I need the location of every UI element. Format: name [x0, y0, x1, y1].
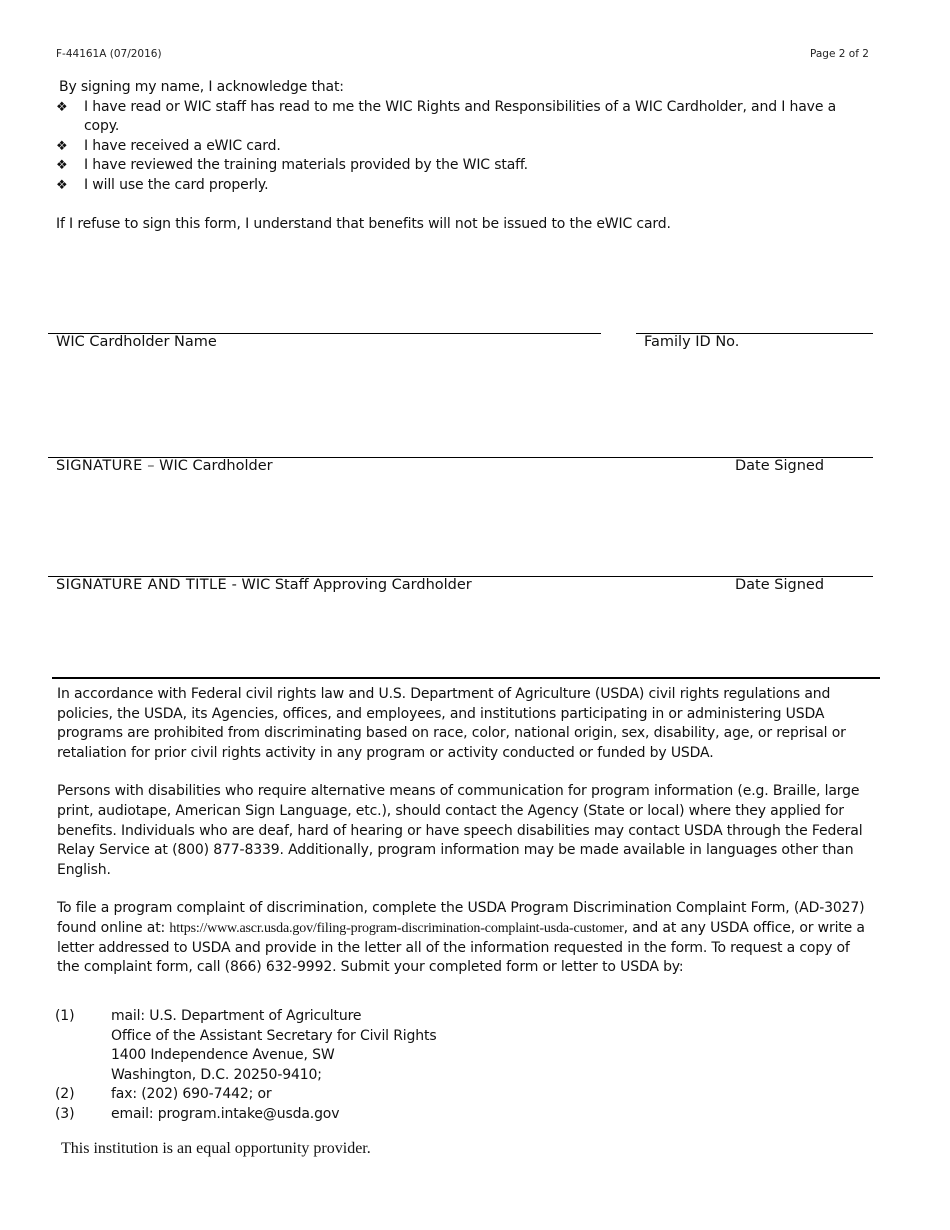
- mail-line: Office of the Assistant Secretary for Civil Rights: [111, 1027, 437, 1044]
- civil-rights-paragraph: In accordance with Federal civil rights law and U.S. Department of Agriculture (USDA) civil rights regulations and policies, the USDA, its Agencies, offices, and employees, and institutions participating in or administering USDA programs are prohibited from discriminating based on race, color, national origin, sex, disability, age, or reprisal or retaliation for prior civil rights activity in any program or activity conducted or funded by USDA.: [57, 686, 846, 761]
- list-item: ❖ I will use the card properly.: [56, 176, 856, 196]
- diamond-bullet-icon: ❖: [56, 158, 68, 174]
- list-item: [55, 1085, 875, 1105]
- list-item: [55, 1007, 875, 1085]
- family-id-label: Family ID No.: [644, 334, 740, 350]
- list-item: ❖ I have received a eWIC card.: [56, 137, 856, 157]
- list-item: ❖ I have read or WIC staff has read to me the WIC Rights and Responsibilities of a WIC Cardholder, and I have a copy.: [56, 98, 837, 135]
- mail-line: 1400 Independence Avenue, SW: [111, 1047, 335, 1064]
- diamond-bullet-icon: ❖: [56, 138, 68, 154]
- contact-list: [55, 1007, 875, 1125]
- diamond-bullet-icon: ❖: [56, 177, 68, 193]
- cardholder-name-label: WIC Cardholder Name: [56, 334, 217, 350]
- diamond-bullet-icon: ❖: [56, 99, 68, 115]
- acknowledgement-section: [56, 78, 856, 196]
- cardholder-signature-label: SIGNATURE – WIC Cardholder: [56, 458, 273, 474]
- item-number: (1): [55, 1008, 75, 1024]
- acknowledgement-intro: By signing my name, I acknowledge that:: [59, 79, 344, 95]
- accessibility-paragraph: Persons with disabilities who require alternative means of communication for program information (e.g. Braille, large print, audiotape, American Sign Language, etc.), should contact the Agency (State or local) where they applied for benefits. Individuals who are deaf, hard of hearing or have speech disabilities may contact USDA through the Federal Relay Service at (800) 877-8339. Additionally, program information may be made available in languages other than English.: [57, 783, 863, 878]
- item-number: (2): [55, 1086, 75, 1103]
- page-number: Page 2 of 2: [810, 48, 869, 60]
- date-signed-label: Date Signed: [735, 577, 825, 593]
- complaint-url-link[interactable]: https://www.ascr.usda.gov/filing-program-discrimination-complaint-usda-customer: [169, 920, 624, 936]
- mail-line: mail: U.S. Department of Agriculture: [111, 1008, 362, 1024]
- fax-line: fax: (202) 690-7442; or: [111, 1086, 272, 1103]
- date-signed-label: Date Signed: [735, 458, 825, 474]
- refusal-statement: If I refuse to sign this form, I understand that benefits will not be issued to the eWIC card.: [56, 216, 671, 232]
- email-line: email: program.intake@usda.gov: [111, 1105, 340, 1122]
- item-number: (3): [55, 1105, 75, 1122]
- civil-rights-statement: [57, 685, 872, 978]
- section-divider: [52, 677, 880, 679]
- equal-opportunity-statement: This institution is an equal opportunity provider.: [61, 1140, 371, 1157]
- complaint-paragraph: To file a program complaint of discrimination, complete the USDA Program Discrimination Complaint Form, (AD-3027) found online at: https://www.ascr.usda.gov/filing-program-discrimination-complaint-usda-customer, and at any USDA office, or write a letter addressed to USDA and provide in the letter all of the information requested in the form. To request a copy of the complaint form, call (866) 632-9992. Submit your completed form or letter to USDA by:: [57, 900, 865, 976]
- list-item: ❖ I have reviewed the training materials provided by the WIC staff.: [56, 156, 856, 176]
- list-item: [55, 1105, 875, 1125]
- mail-line: Washington, D.C. 20250-9410;: [111, 1066, 322, 1083]
- staff-signature-label: SIGNATURE AND TITLE - WIC Staff Approving Cardholder: [56, 577, 472, 593]
- form-id: F-44161A (07/2016): [56, 48, 162, 60]
- acknowledgement-list: [56, 98, 856, 196]
